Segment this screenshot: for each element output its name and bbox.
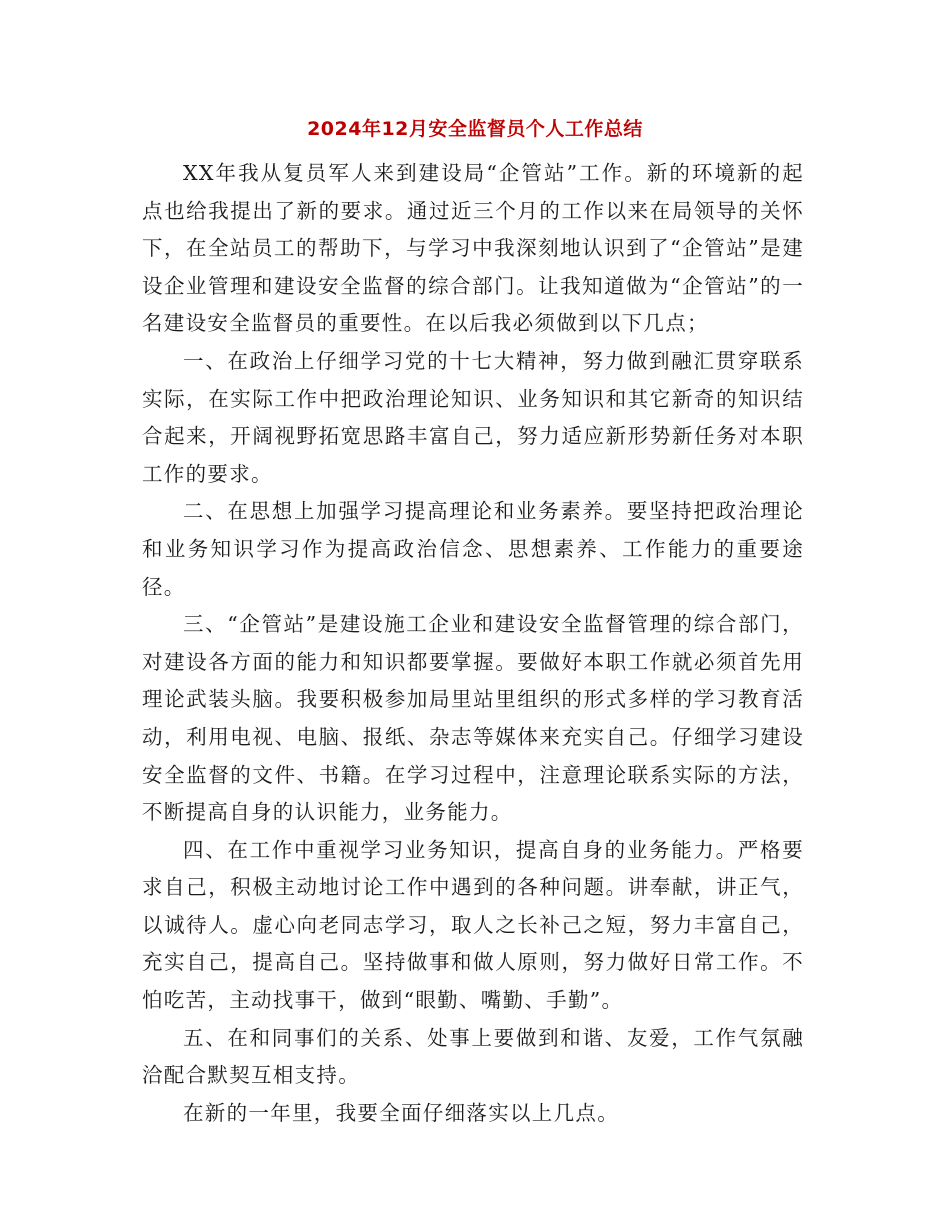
paragraph-conclusion: 在新的一年里，我要全面仔细落实以上几点。 bbox=[183, 1100, 619, 1125]
document-title: 2024年12月安全监督员个人工作总结 bbox=[307, 118, 643, 140]
document-body bbox=[142, 155, 804, 1132]
paragraph-intro: XX年我从复员军人来到建设局“企管站”工作。新的环境新的起点也给我提出了新的要求。通过近三个月的工作以来在局领导的关怀下，在全站员工的帮助下，与学习中我深刻地认识到了“企管站”是建设企业管理和建设安全监督的综合部门。让我知道做为“企管站”的一名建设安全监督员的重要性。在以后我必须做到以下几点； bbox=[142, 161, 804, 336]
paragraph-point-2: 二、在思想上加强学习提高理论和业务素养。要坚持把政治理论和业务知识学习作为提高政治信念、思想素养、工作能力的重要途径。 bbox=[142, 499, 804, 599]
paragraph-point-4: 四、在工作中重视学习业务知识，提高自身的业务能力。严格要求自己，积极主动地讨论工作中遇到的各种问题。讲奉献，讲正气，以诚待人。虚心向老同志学习，取人之长补己之短，努力丰富自己，充实自己，提高自己。坚持做事和做人原则，努力做好日常工作。不怕吃苦，主动找事干，做到“眼勤、嘴勤、手勤”。 bbox=[142, 837, 804, 1013]
paragraph-point-1: 一、在政治上仔细学习党的十七大精神，努力做到融汇贯穿联系实际，在实际工作中把政治理论知识、业务知识和其它新奇的知识结合起来，开阔视野拓宽思路丰富自己，努力适应新形势新任务对本职工作的要求。 bbox=[142, 348, 804, 486]
paragraph-point-5: 五、在和同事们的关系、处事上要做到和谐、友爱，工作气氛融洽配合默契互相支持。 bbox=[142, 1025, 804, 1088]
paragraph-point-3: 三、“企管站”是建设施工企业和建设安全监督管理的综合部门，对建设各方面的能力和知识都要掌握。要做好本职工作就必须首先用理论武装头脑。我要积极参加局里站里组织的形式多样的学习教育活动，利用电视、电脑、报纸、杂志等媒体来充实自己。仔细学习建设安全监督的文件、书籍。在学习过程中，注意理论联系实际的方法，不断提高自身的认识能力，业务能力。 bbox=[142, 612, 804, 825]
